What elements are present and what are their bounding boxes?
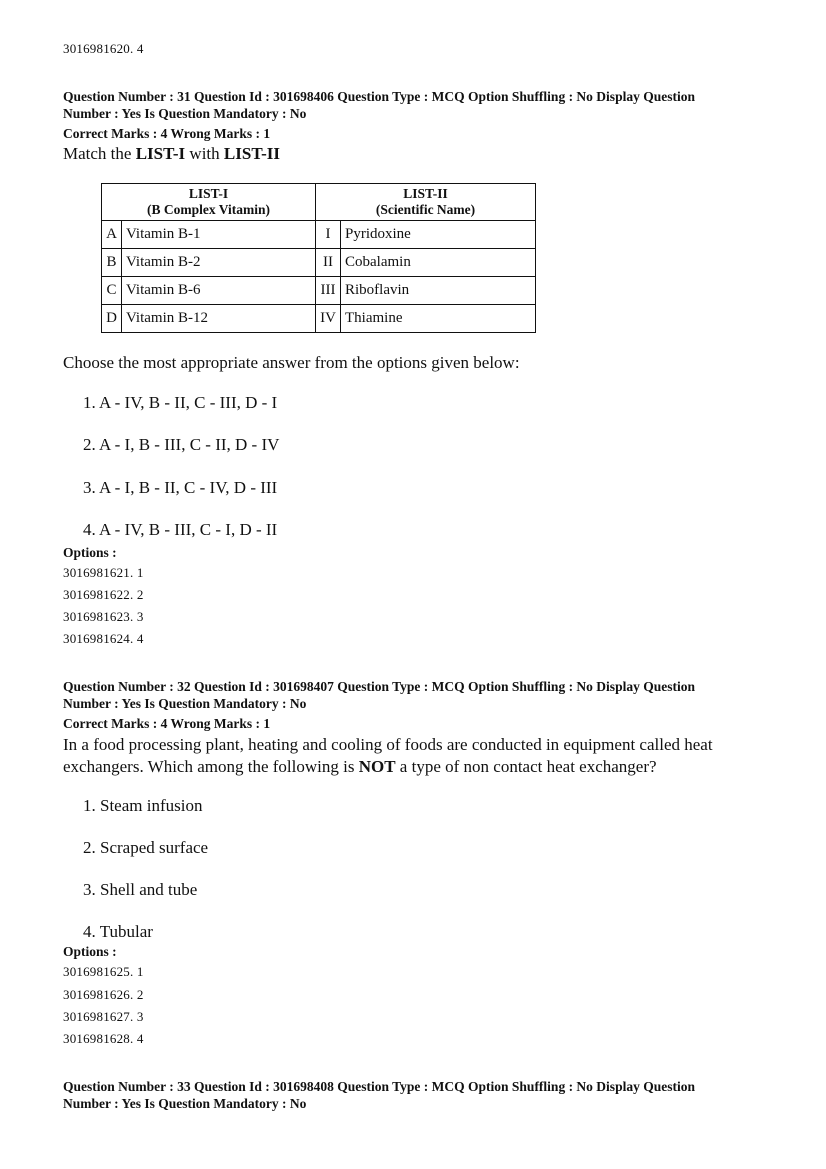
q31-options-label: Options : xyxy=(63,545,117,560)
row-roman: IV xyxy=(316,305,341,333)
row-letter: B xyxy=(102,249,122,277)
q32-option-id-4: 3016981628. 4 xyxy=(63,1031,144,1046)
q32-text-line1: In a food processing plant, heating and cooling of foods are conducted in equipment called heat xyxy=(63,735,713,754)
q31-answer-3: 3. A - I, B - II, C - IV, D - III xyxy=(83,478,278,497)
list1-subtitle: (B Complex Vitamin) xyxy=(147,202,270,217)
row-scientific-name: Riboflavin xyxy=(341,277,536,305)
q32-answer-3: 3. Shell and tube xyxy=(83,880,198,899)
q32-text-line2 xyxy=(63,756,657,778)
q31-choose-instruction: Choose the most appropriate answer from the options given below: xyxy=(63,353,520,372)
q31-option-id-1: 3016981621. 1 xyxy=(63,565,144,580)
q32-text-post: a type of non contact heat exchanger? xyxy=(395,757,657,776)
q32-meta-line3: Correct Marks : 4 Wrong Marks : 1 xyxy=(63,716,271,731)
q32-option-id-2: 3016981626. 2 xyxy=(63,987,144,1002)
list2-header xyxy=(316,184,536,221)
q31-meta-line2: Number : Yes Is Question Mandatory : No xyxy=(63,106,307,121)
list1-title: LIST-I xyxy=(188,186,229,201)
match-table xyxy=(101,183,536,333)
row-vitamin: Vitamin B-2 xyxy=(122,249,316,277)
q31-prompt-list1: LIST-I xyxy=(135,144,186,163)
q31-answer-4: 4. A - IV, B - III, C - I, D - II xyxy=(83,520,278,539)
q32-text-pre: exchangers. Which among the following is xyxy=(63,757,359,776)
q31-answer-2: 2. A - I, B - III, C - II, D - IV xyxy=(83,435,280,454)
table-row xyxy=(102,249,536,277)
q31-option-id-4: 3016981624. 4 xyxy=(63,631,144,646)
q31-option-id-2: 3016981622. 2 xyxy=(63,587,144,602)
table-row xyxy=(102,305,536,333)
q31-meta-line3: Correct Marks : 4 Wrong Marks : 1 xyxy=(63,126,271,141)
row-letter: A xyxy=(102,221,122,249)
q32-text-not: NOT xyxy=(358,757,396,776)
q33-meta-line2: Number : Yes Is Question Mandatory : No xyxy=(63,1096,307,1111)
table-row xyxy=(102,221,536,249)
list2-subtitle: (Scientific Name) xyxy=(375,202,476,217)
row-letter: D xyxy=(102,305,122,333)
q31-prompt-pre: Match the xyxy=(63,144,136,163)
row-scientific-name: Cobalamin xyxy=(341,249,536,277)
row-roman: I xyxy=(316,221,341,249)
q32-option-id-3: 3016981627. 3 xyxy=(63,1009,144,1024)
q32-option-id-1: 3016981625. 1 xyxy=(63,964,144,979)
row-letter: C xyxy=(102,277,122,305)
row-vitamin: Vitamin B-12 xyxy=(122,305,316,333)
row-vitamin: Vitamin B-1 xyxy=(122,221,316,249)
q31-prompt xyxy=(63,143,280,165)
q32-meta-line1: Question Number : 32 Question Id : 301698407 Question Type : MCQ Option Shuffling : No Display Question xyxy=(63,679,695,694)
table-row xyxy=(102,277,536,305)
list1-header xyxy=(102,184,316,221)
q31-meta-line1: Question Number : 31 Question Id : 301698406 Question Type : MCQ Option Shuffling : No Display Question xyxy=(63,89,695,104)
top-option-id: 3016981620. 4 xyxy=(63,41,144,56)
q32-options-label: Options : xyxy=(63,944,117,959)
q31-prompt-mid: with xyxy=(185,144,224,163)
row-roman: II xyxy=(316,249,341,277)
list2-title: LIST-II xyxy=(403,186,448,201)
q31-prompt-list2: LIST-II xyxy=(223,144,280,163)
row-scientific-name: Pyridoxine xyxy=(341,221,536,249)
row-roman: III xyxy=(316,277,341,305)
q32-answer-2: 2. Scraped surface xyxy=(83,838,209,857)
q31-answer-1: 1. A - IV, B - II, C - III, D - I xyxy=(83,393,278,412)
q33-meta-line1: Question Number : 33 Question Id : 301698408 Question Type : MCQ Option Shuffling : No Display Question xyxy=(63,1079,695,1094)
q31-option-id-3: 3016981623. 3 xyxy=(63,609,144,624)
row-vitamin: Vitamin B-6 xyxy=(122,277,316,305)
row-scientific-name: Thiamine xyxy=(341,305,536,333)
q32-meta-line2: Number : Yes Is Question Mandatory : No xyxy=(63,696,307,711)
q32-answer-1: 1. Steam infusion xyxy=(83,796,203,815)
match-table-header xyxy=(102,184,536,221)
q32-answer-4: 4. Tubular xyxy=(83,922,153,941)
